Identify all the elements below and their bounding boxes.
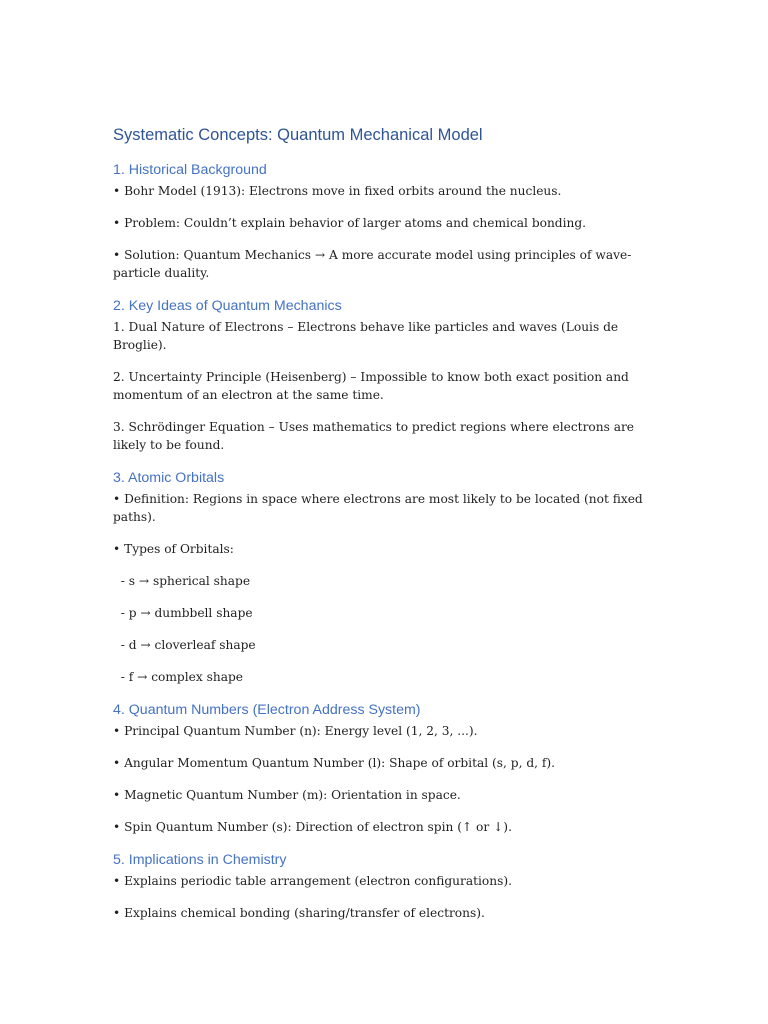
paragraph: • Explains periodic table arrangement (electron configurations). <box>113 874 512 888</box>
paragraph: - p → dumbbell shape <box>113 606 253 620</box>
paragraph: • Spin Quantum Number (s): Direction of electron spin (↑ or ↓). <box>113 820 512 834</box>
paragraph: • Definition: Regions in space where electrons are most likely to be located (not fixed paths). <box>113 492 643 524</box>
section-atomic-orbitals <box>113 468 658 686</box>
section-key-ideas <box>113 296 658 454</box>
section-heading: 1. Historical Background <box>113 162 267 178</box>
paragraph: • Explains chemical bonding (sharing/transfer of electrons). <box>113 906 485 920</box>
paragraph: - s → spherical shape <box>113 574 251 588</box>
paragraph: • Types of Orbitals: <box>113 542 234 556</box>
section-heading: 3. Atomic Orbitals <box>113 470 225 486</box>
paragraph: - f → complex shape <box>113 670 243 684</box>
document-page <box>113 124 658 936</box>
paragraph: - d → cloverleaf shape <box>113 638 256 652</box>
paragraph: • Problem: Couldn’t explain behavior of larger atoms and chemical bonding. <box>113 216 587 230</box>
paragraph: 3. Schrödinger Equation – Uses mathematics to predict regions where electrons are likely to be found. <box>113 420 635 452</box>
paragraph: 1. Dual Nature of Electrons – Electrons behave like particles and waves (Louis de Broglie). <box>113 320 619 352</box>
document-title: Systematic Concepts: Quantum Mechanical Model <box>113 126 483 144</box>
section-heading: 5. Implications in Chemistry <box>113 852 287 868</box>
paragraph: • Bohr Model (1913): Electrons move in fixed orbits around the nucleus. <box>113 184 562 198</box>
paragraph: 2. Uncertainty Principle (Heisenberg) – Impossible to know both exact position and momentum of an electron at the same time. <box>113 370 629 402</box>
section-implications <box>113 850 658 922</box>
section-heading: 2. Key Ideas of Quantum Mechanics <box>113 298 342 314</box>
section-historical-background <box>113 160 658 282</box>
section-heading: 4. Quantum Numbers (Electron Address System) <box>113 702 421 718</box>
paragraph: • Angular Momentum Quantum Number (l): Shape of orbital (s, p, d, f). <box>113 756 556 770</box>
paragraph: • Solution: Quantum Mechanics → A more accurate model using principles of wave-particle duality. <box>113 248 632 280</box>
paragraph: • Principal Quantum Number (n): Energy level (1, 2, 3, ...). <box>113 724 478 738</box>
section-quantum-numbers <box>113 700 658 836</box>
paragraph: • Magnetic Quantum Number (m): Orientation in space. <box>113 788 461 802</box>
